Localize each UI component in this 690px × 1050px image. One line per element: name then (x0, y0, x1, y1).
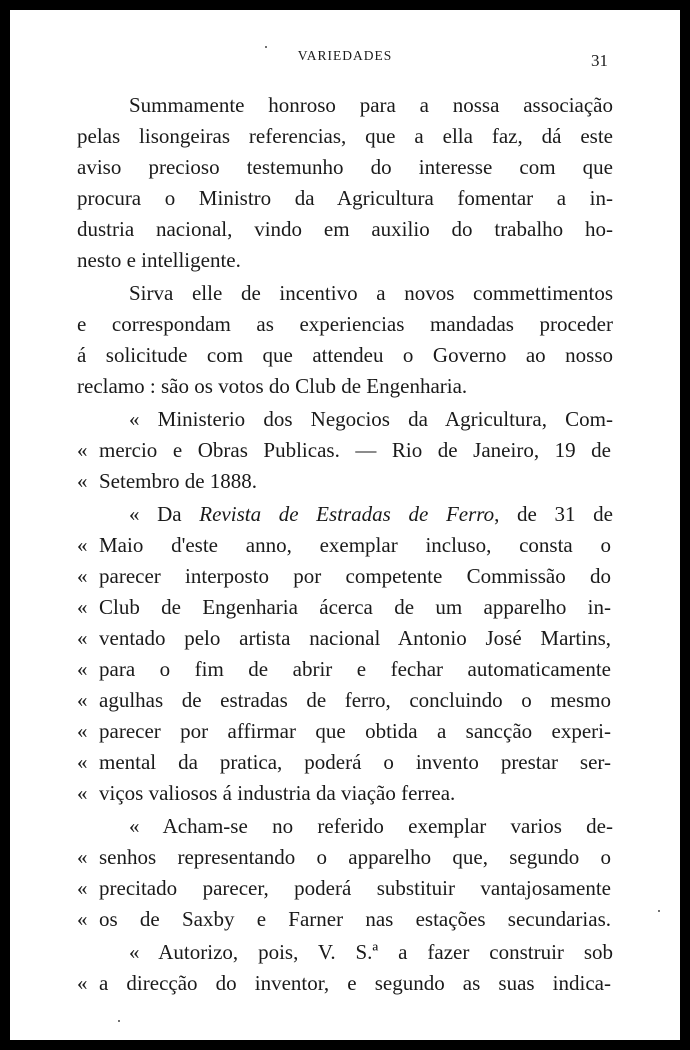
ink-speck (658, 910, 660, 912)
text-line (77, 778, 613, 809)
text-line: á solicitude com que attendeu o Governo ao nosso (77, 343, 613, 367)
text-line (77, 561, 613, 592)
line-content: Club de Engenharia ácerca de um apparelho in- (99, 595, 611, 619)
line-content: senhos representando o apparelho que, segundo o (99, 845, 611, 869)
line-suffix: , de 31 de (494, 502, 613, 526)
text-line: « Ministerio dos Negocios da Agricultura, Com- (129, 407, 613, 431)
text-line (77, 716, 613, 747)
running-title: VARIEDADES (297, 48, 393, 63)
text-line (77, 747, 613, 778)
text-line: aviso precioso testemunho do interesse com que (77, 155, 613, 179)
quote-mark: « (77, 781, 88, 805)
line-prefix: « Da (129, 502, 200, 526)
ink-speck (118, 1020, 120, 1022)
text-line (77, 842, 613, 873)
text-line (77, 623, 613, 654)
quote-mark: « (77, 438, 88, 462)
quote-mark: « (77, 688, 88, 712)
quoted-paragraph-1 (77, 404, 613, 497)
quote-mark: « (77, 845, 88, 869)
quote-mark: « (77, 564, 88, 588)
text-line: pelas lisongeiras referencias, que a ella faz, dá este (77, 124, 613, 148)
text-line (77, 592, 613, 623)
quote-mark: « (77, 657, 88, 681)
quote-mark: « (77, 876, 88, 900)
quote-mark: « (77, 907, 88, 931)
text-line (77, 685, 613, 716)
line-content: para o fim de abrir e fechar automaticamente (99, 657, 611, 681)
quoted-paragraph-3 (77, 811, 613, 935)
text-line (77, 435, 613, 466)
quote-mark: « (77, 750, 88, 774)
text-line (77, 466, 613, 497)
line-content: agulhas de estradas de ferro, concluindo o mesmo (99, 688, 611, 712)
quote-mark: « (77, 595, 88, 619)
text-line (77, 530, 613, 561)
page-number: 31 (591, 51, 608, 70)
text-line (77, 499, 613, 530)
quote-mark: « (77, 626, 88, 650)
line-content: a direcção do inventor, e segundo as suas indica- (99, 971, 611, 995)
text-line: e correspondam as experiencias mandadas proceder (77, 312, 613, 336)
text-line: reclamo : são os votos do Club de Engenharia. (77, 374, 468, 398)
text-line (77, 654, 613, 685)
body-text (77, 90, 613, 1001)
quote-mark: « (77, 469, 88, 493)
line-content: Maio d'este anno, exemplar incluso, consta o (99, 533, 611, 557)
ink-speck (265, 46, 267, 48)
text-line (77, 873, 613, 904)
quote-mark: « (77, 971, 88, 995)
quote-mark: « (77, 533, 88, 557)
text-line: nesto e intelligente. (77, 248, 241, 272)
text-line: « Autorizo, pois, V. S.ª a fazer construir sob (129, 940, 613, 964)
text-line: Summamente honroso para a nossa associação (129, 93, 613, 117)
journal-title: Revista de Estradas de Ferro (199, 502, 495, 526)
quote-mark: « (77, 719, 88, 743)
line-content: viços valiosos á industria da viação ferrea. (99, 781, 456, 805)
text-line: Sirva elle de incentivo a novos commettimentos (129, 281, 613, 305)
line-content: ventado pelo artista nacional Antonio José Martins, (99, 626, 611, 650)
text-line: « Acham-se no referido exemplar varios de- (129, 814, 613, 838)
text-line: dustria nacional, vindo em auxilio do trabalho ho- (77, 217, 613, 241)
line-content: os de Saxby e Farner nas estações secundarias. (99, 907, 611, 931)
paragraph-2 (77, 278, 613, 402)
line-content: precitado parecer, poderá substituir vantajosamente (99, 876, 611, 900)
line-content: parecer interposto por competente Commissão do (99, 564, 611, 588)
text-line (77, 968, 613, 999)
line-content: mental da pratica, poderá o invento prestar ser- (99, 750, 611, 774)
quoted-paragraph-4 (77, 937, 613, 999)
paragraph-1 (77, 90, 613, 276)
line-content: parecer por affirmar que obtida a sancção experi- (99, 719, 611, 743)
text-line (77, 904, 613, 935)
line-content: Setembro de 1888. (99, 469, 258, 493)
book-page (10, 10, 680, 1040)
text-line: procura o Ministro da Agricultura fomentar a in- (77, 186, 613, 210)
line-content: mercio e Obras Publicas. — Rio de Janeiro, 19 de (99, 438, 611, 462)
quoted-paragraph-2 (77, 499, 613, 809)
